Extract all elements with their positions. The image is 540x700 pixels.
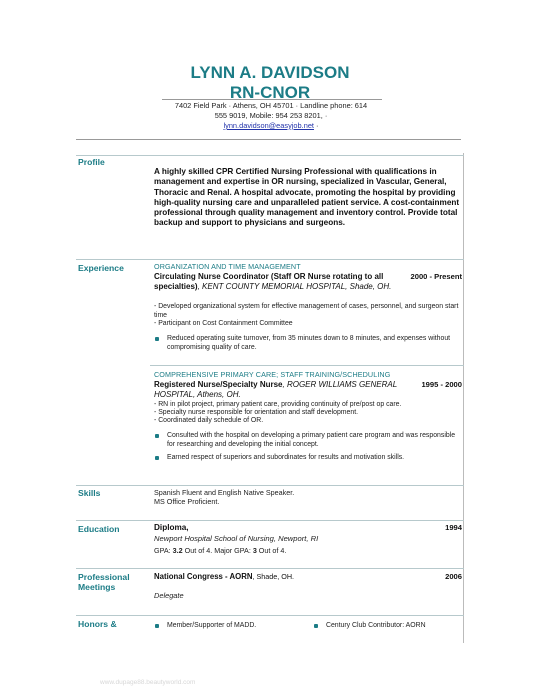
meetings-label-2: Meetings xyxy=(78,582,116,592)
job-2-dates: 1995 - 2000 xyxy=(421,380,462,389)
honors-item-2: Century Club Contributor: AORN xyxy=(313,622,463,631)
job-2-bullet-2: Earned respect of superiors and subordinates for results and motivation skills. xyxy=(154,454,460,463)
skills-line-1: Spanish Fluent and English Native Speaker. xyxy=(154,488,295,497)
watermark: www.dupage88.beautyworld.com xyxy=(100,679,196,686)
education-rule xyxy=(76,520,464,521)
education-school: Newport Hospital School of Nursing, Newport, RI xyxy=(154,534,319,543)
contact-line-3 xyxy=(156,121,386,131)
job-2-bullet-1: Consulted with the hospital on developing a primary patient care program and was responsible for researching and developing the initial concept. xyxy=(154,432,460,449)
contact-block xyxy=(156,101,386,131)
email-suffix: · xyxy=(313,121,319,130)
skills-label: Skills xyxy=(78,488,101,498)
education-year: 1994 xyxy=(445,523,462,532)
meetings-role: Delegate xyxy=(154,591,184,600)
job-divider xyxy=(150,365,464,366)
job-2-title: Registered Nurse/Specialty Nurse, ROGER WILLIAMS GENERAL HOSPITAL, Athens, OH. xyxy=(154,380,398,399)
profile-label: Profile xyxy=(78,157,105,167)
job-1-subhead: ORGANIZATION AND TIME MANAGEMENT xyxy=(154,262,301,271)
header-bottom-rule xyxy=(76,139,461,140)
education-gpa: GPA: 3.2 Out of 4. Major GPA: 3 Out of 4. xyxy=(154,546,287,555)
profile-text: A highly skilled CPR Certified Nursing Professional with qualifications in management and expertise in OR nursing, specialized in Vascular, General, Thoracic and Renal. A hospital advocate, promoting the hospital by providing high-quality nursing care and unparalleled patient service. A cost-containment professional through quality management and inventory control. Provide total backup and support to physicians and surgeons. xyxy=(154,167,460,228)
profile-rule xyxy=(76,155,464,156)
honors-rule xyxy=(76,615,464,616)
meetings-rule xyxy=(76,568,464,569)
job-1-dates: 2000 - Present xyxy=(410,272,462,281)
email-link[interactable]: lynn.davidson@easyjob.net xyxy=(223,121,314,130)
skills-rule xyxy=(76,485,464,486)
job-2-duty-2: - Specialty nurse responsible for orientation and staff development. xyxy=(154,409,359,416)
job-2-duty-3: - Coordinated daily schedule of OR. xyxy=(154,417,264,424)
honors-label: Honors & xyxy=(78,619,117,629)
job-1-title: Circulating Nurse Coordinator (Staff OR Nurse rotating to all specialties), KENT COUNTY MEMORIAL HOSPITAL, Shade, OH. xyxy=(154,272,392,291)
contact-line-2: 555 9019, Mobile: 954 253 8201, · xyxy=(214,111,328,120)
meetings-year: 2006 xyxy=(445,572,462,581)
skills-line-2: MS Office Proficient. xyxy=(154,497,220,506)
job-2-duty-1: - RN in pilot project, primary patient care, providing continuity of pre/post op care. xyxy=(154,401,402,408)
job-1-duty-1: - Developed organizational system for effective management of cases, personnel, and surgeon start time xyxy=(154,303,459,319)
experience-rule xyxy=(76,259,464,260)
job-1-duty-2: - Participant on Cost Containment Committee xyxy=(154,320,293,327)
meetings-event: National Congress - AORN, Shade, OH. xyxy=(154,572,295,581)
bullet-icon xyxy=(314,624,318,628)
resume-credentials: RN-CNOR xyxy=(229,83,311,102)
resume-name: LYNN A. DAVIDSON xyxy=(190,63,350,82)
honors-item-1: Member/Supporter of MADD. xyxy=(154,622,304,631)
job-2-subhead: COMPREHENSIVE PRIMARY CARE; STAFF TRAINING/SCHEDULING xyxy=(154,370,391,379)
bullet-icon xyxy=(155,337,159,341)
experience-label: Experience xyxy=(78,263,124,273)
education-label: Education xyxy=(78,524,120,534)
education-degree: Diploma, xyxy=(154,523,189,532)
header-rule xyxy=(162,99,382,100)
contact-line-1: 7402 Field Park · Athens, OH 45701 · Landline phone: 614 xyxy=(174,101,368,110)
bullet-icon xyxy=(155,434,159,438)
bullet-icon xyxy=(155,624,159,628)
bullet-icon xyxy=(155,456,159,460)
meetings-label-1: Professional xyxy=(78,572,130,582)
job-1-bullet-1: Reduced operating suite turnover, from 35 minutes down to 8 minutes, and expenses without compromising quality of care. xyxy=(154,335,460,352)
